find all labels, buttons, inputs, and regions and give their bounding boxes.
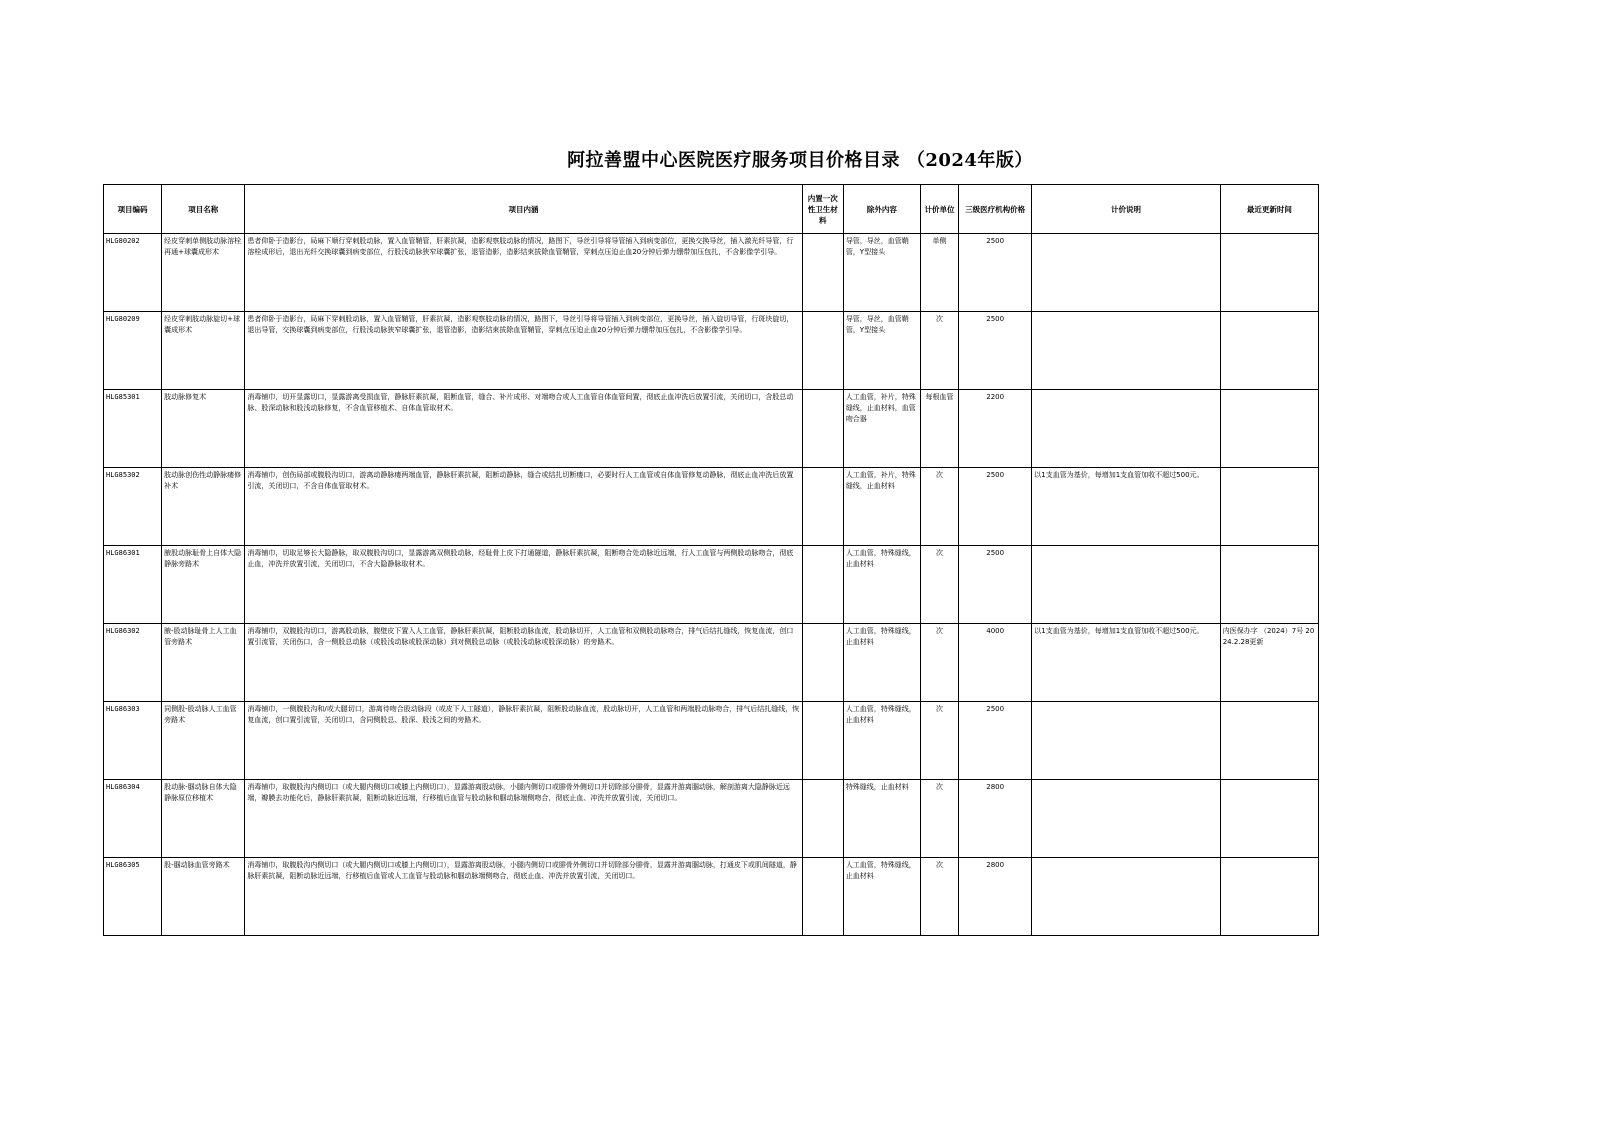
price-table [103, 184, 1319, 936]
cell-code: HLG86302 [104, 624, 162, 702]
cell-inner-material [802, 390, 843, 468]
cell-updated [1220, 312, 1318, 390]
cell-inner-material [802, 546, 843, 624]
column-header-excluded: 除外内容 [843, 185, 920, 234]
cell-note: 以1支血管为基价，每增加1支血管加收不超过500元。 [1032, 624, 1220, 702]
cell-updated [1220, 468, 1318, 546]
cell-updated [1220, 780, 1318, 858]
column-header-updated: 最近更新时间 [1220, 185, 1318, 234]
cell-content: 患者仰卧于造影台，局麻下顺行穿刺股动脉，置入血管鞘管，肝素抗凝，造影观察肢动脉的情况，路图下，导丝引导将导管插入到病变部位，更换交换导丝，插入激光纤导管，行溶栓成形后，退出光纤交换球囊到病变部位，行股浅动脉狭窄球囊扩张，退管造影，造影结束拔除血管鞘管，穿刺点压迫止血20分钟后弹力绷带加压包扎，不含影像学引导。 [245, 234, 802, 312]
cell-excluded: 人工血管，特殊缝线，止血材料 [843, 858, 920, 936]
cell-code: HLG85301 [104, 390, 162, 468]
cell-updated: 内医保办字 （2024）7号 2024.2.28更新 [1220, 624, 1318, 702]
table-header-row [104, 185, 1319, 234]
cell-content: 消毒铺巾，切取足够长大隐静脉，取双腹股沟切口，显露游离双侧股动脉，经耻骨上皮下打通隧道，静脉肝素抗凝，阻断吻合处动脉近远端，行人工血管与两侧股动脉吻合，彻底止血，冲洗并放置引流，关闭切口，不含大隐静脉取材术。 [245, 546, 802, 624]
cell-price: 2500 [959, 546, 1032, 624]
cell-content: 患者仰卧于造影台，局麻下穿刺股动脉，置入血管鞘管，肝素抗凝，造影观察肢动脉的情况，路图下，导丝引导将导管插入到病变部位，更换导丝，插入旋切导管，行斑块旋切，退出导管，交换球囊到病变部位，行股浅动脉狭窄球囊扩张，退管造影，造影结束拔除血管鞘管，穿刺点压迫止血20分钟后弹力绷带加压包扎，不含影像学引导。 [245, 312, 802, 390]
cell-content: 消毒铺巾，取腹股沟内侧切口（或大腿内侧切口或膝上内侧切口），显露游离股动脉，小腿内侧切口或腓骨外侧切口并切除部分腓骨，显露并游离腘动脉，打通皮下或肌间隧道，静脉肝素抗凝，阻断动脉近远端，行移植后血管或人工血管与股动脉和腘动脉端侧吻合，彻底止血、冲洗并放置引流，关闭切口。 [245, 858, 802, 936]
cell-unit: 每根血管 [921, 390, 959, 468]
cell-inner-material [802, 702, 843, 780]
cell-excluded: 特殊缝线，止血材料 [843, 780, 920, 858]
cell-name: 肢动脉修复术 [162, 390, 245, 468]
cell-excluded: 人工血管，补片，特殊缝线，止血材料，血管吻合器 [843, 390, 920, 468]
cell-code: HLG86305 [104, 858, 162, 936]
table-row [104, 546, 1319, 624]
cell-unit: 次 [921, 546, 959, 624]
cell-note: 以1支血管为基价，每增加1支血管加收不超过500元。 [1032, 468, 1220, 546]
cell-excluded: 人工血管，特殊缝线，止血材料 [843, 624, 920, 702]
cell-unit: 次 [921, 624, 959, 702]
cell-updated [1220, 390, 1318, 468]
cell-name: 股-腘动脉血管旁路术 [162, 858, 245, 936]
cell-unit: 次 [921, 468, 959, 546]
table-row [104, 624, 1319, 702]
column-header-note: 计价说明 [1032, 185, 1220, 234]
cell-content: 消毒铺巾，一侧腹股沟和/或大腿切口，游离待吻合股动脉段（或皮下人工隧道），静脉肝素抗凝，阻断股动脉血流，股动脉切开，人工血管和两端股动脉吻合，排气后结扎缝线，恢复血流，创口置引流管，关闭切口，含同侧股总、股深、股浅之间的旁路术。 [245, 702, 802, 780]
cell-price: 2500 [959, 702, 1032, 780]
table-row [104, 780, 1319, 858]
table-row [104, 390, 1319, 468]
cell-price: 4000 [959, 624, 1032, 702]
column-header-price: 三级医疗机构价格 [959, 185, 1032, 234]
cell-code: HLG86303 [104, 702, 162, 780]
table-row [104, 468, 1319, 546]
cell-code: HLG80202 [104, 234, 162, 312]
cell-note [1032, 702, 1220, 780]
cell-unit: 次 [921, 858, 959, 936]
cell-name: 经皮穿刺单侧肢动脉溶栓再通+球囊成形术 [162, 234, 245, 312]
cell-excluded: 人工血管，特殊缝线，止血材料 [843, 546, 920, 624]
cell-unit: 次 [921, 702, 959, 780]
cell-price: 2800 [959, 858, 1032, 936]
cell-note [1032, 234, 1220, 312]
cell-inner-material [802, 624, 843, 702]
cell-inner-material [802, 858, 843, 936]
cell-price: 2200 [959, 390, 1032, 468]
cell-name: 股动脉-腘动脉自体大隐静脉原位移植术 [162, 780, 245, 858]
cell-name: 腋股动脉耻骨上自体大隐静脉旁路术 [162, 546, 245, 624]
cell-price: 2500 [959, 468, 1032, 546]
cell-code: HLG86304 [104, 780, 162, 858]
cell-note [1032, 780, 1220, 858]
cell-price: 2800 [959, 780, 1032, 858]
cell-updated [1220, 858, 1318, 936]
table-row [104, 234, 1319, 312]
cell-name: 经皮穿刺肢动脉旋切+球囊成形术 [162, 312, 245, 390]
cell-note [1032, 390, 1220, 468]
cell-inner-material [802, 234, 843, 312]
cell-content: 消毒铺巾，切开显露切口，显露游离受损血管，静脉肝素抗凝，阻断血管，缝合、补片成形、对端吻合或人工血管自体血管间置，彻底止血冲洗后放置引流，关闭切口，含股总动脉、股深动脉和股浅动脉修复，不含血管移植术、自体血管取材术。 [245, 390, 802, 468]
cell-code: HLG80209 [104, 312, 162, 390]
cell-inner-material [802, 312, 843, 390]
cell-name: 同侧股-股动脉人工血管旁路术 [162, 702, 245, 780]
cell-inner-material [802, 468, 843, 546]
column-header-content: 项目内涵 [245, 185, 802, 234]
column-header-unit: 计价单位 [921, 185, 959, 234]
cell-updated [1220, 234, 1318, 312]
cell-name: 腋-股动脉耻骨上人工血管旁路术 [162, 624, 245, 702]
column-header-name: 项目名称 [162, 185, 245, 234]
table-row [104, 858, 1319, 936]
cell-updated [1220, 546, 1318, 624]
cell-unit: 次 [921, 312, 959, 390]
table-row [104, 702, 1319, 780]
cell-unit: 单侧 [921, 234, 959, 312]
cell-unit: 次 [921, 780, 959, 858]
cell-content: 消毒铺巾，双腹股沟切口，游离股动脉，腹壁皮下置入人工血管，静脉肝素抗凝，阻断股动脉血流，股动脉切开，人工血管和双侧股动脉吻合，排气后结扎缝线，恢复血流，创口置引流管，关闭伤口，含一侧股总动脉（或股浅动脉或股深动脉）到对侧股总动脉（或股浅动脉或股深动脉）的旁路术。 [245, 624, 802, 702]
column-header-inner-material: 内置一次性卫生材料 [802, 185, 843, 234]
page-title: 阿拉善盟中心医院医疗服务项目价格目录 （2024年版） [567, 150, 1033, 171]
cell-code: HLG86301 [104, 546, 162, 624]
cell-excluded: 人工血管，补片，特殊缝线，止血材料 [843, 468, 920, 546]
cell-excluded: 导管，导丝，血管鞘管，Y型接头 [843, 234, 920, 312]
cell-name: 肢动脉创伤性动静脉瘘修补术 [162, 468, 245, 546]
column-header-code: 项目编码 [104, 185, 162, 234]
cell-updated [1220, 702, 1318, 780]
cell-inner-material [802, 780, 843, 858]
table-row [104, 312, 1319, 390]
cell-excluded: 导管，导丝，血管鞘管，Y型接头 [843, 312, 920, 390]
cell-note [1032, 858, 1220, 936]
cell-price: 2500 [959, 234, 1032, 312]
cell-excluded: 人工血管，特殊缝线，止血材料 [843, 702, 920, 780]
cell-content: 消毒铺巾，创伤局部或腹股沟切口，游离动静脉瘘两端血管，静脉肝素抗凝，阻断动静脉，缝合或结扎切断瘘口，必要时行人工血管或自体血管修复动静脉，彻底止血冲洗后放置引流，关闭切口，不含自体血管取材术。 [245, 468, 802, 546]
cell-code: HLG85302 [104, 468, 162, 546]
cell-price: 2500 [959, 312, 1032, 390]
cell-content: 消毒铺巾，取腹股沟内侧切口（或大腿内侧切口或膝上内侧切口），显露游离股动脉，小腿内侧切口或腓骨外侧切口并切除部分腓骨，显露并游离腘动脉，解剖游离大隐静脉近远端，瓣膜去功能化后，静脉肝素抗凝，阻断动脉近远端，行移植后血管与股动脉和腘动脉端侧吻合，彻底止血、冲洗并放置引流，关闭切口。 [245, 780, 802, 858]
cell-note [1032, 546, 1220, 624]
cell-note [1032, 312, 1220, 390]
